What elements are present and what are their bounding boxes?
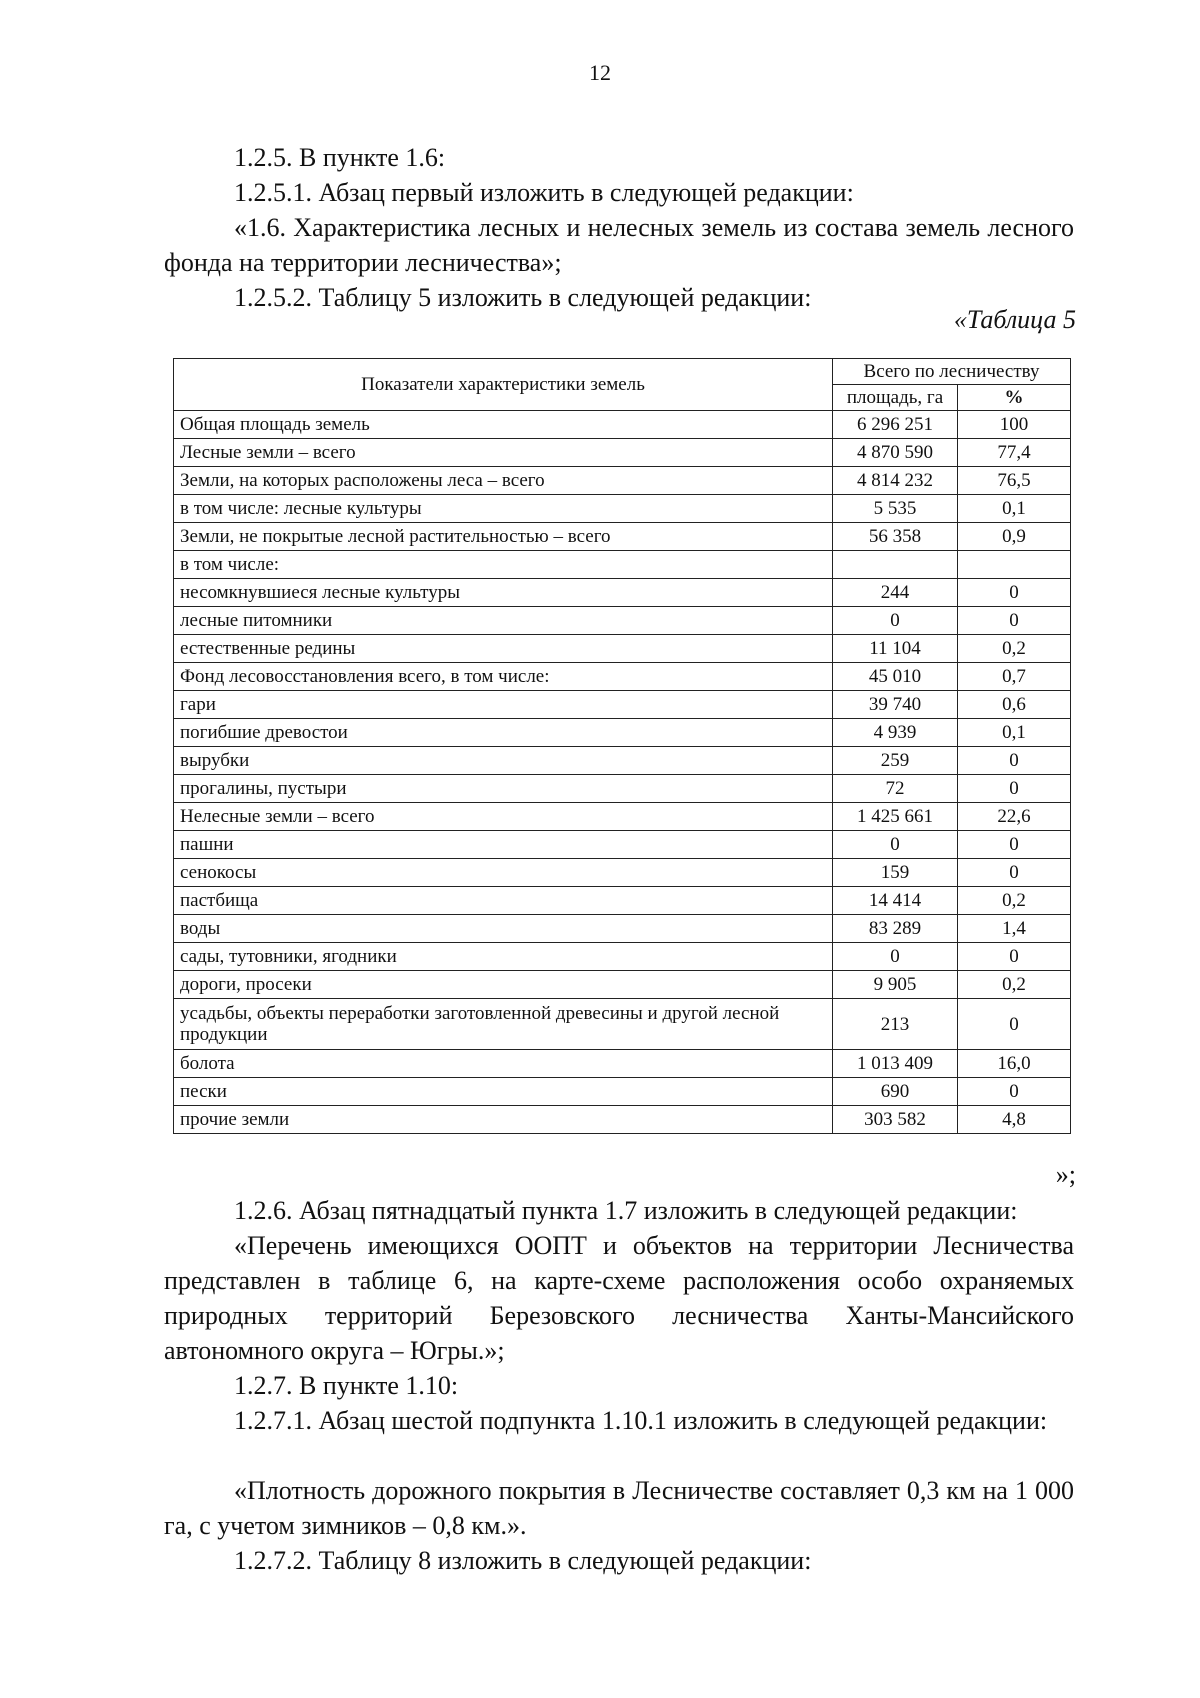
- row-pct: 1,4: [958, 915, 1071, 943]
- row-area: 4 939: [833, 719, 958, 747]
- table-row: [174, 579, 1071, 607]
- row-label: дороги, просеки: [174, 971, 833, 999]
- row-label: Лесные земли – всего: [174, 439, 833, 467]
- table-row: [174, 411, 1071, 439]
- paragraph-1-2-6: 1.2.6. Абзац пятнадцатый пункта 1.7 изложить в следующей редакции:: [234, 1196, 1018, 1225]
- row-pct: [958, 551, 1071, 579]
- row-pct: 0: [958, 831, 1071, 859]
- table-row: [174, 607, 1071, 635]
- row-pct: 0,6: [958, 691, 1071, 719]
- row-pct: 0: [958, 1078, 1071, 1106]
- row-area: 303 582: [833, 1106, 958, 1134]
- table-row: [174, 1050, 1071, 1078]
- row-label: лесные питомники: [174, 607, 833, 635]
- row-label: в том числе:: [174, 551, 833, 579]
- header-group: Всего по лесничеству: [833, 359, 1071, 385]
- table-row: [174, 831, 1071, 859]
- table-close-quote: »;: [1055, 1160, 1076, 1189]
- row-area: 45 010: [833, 663, 958, 691]
- table-row: [174, 971, 1071, 999]
- table-body: [174, 411, 1071, 1134]
- table-row: [174, 1078, 1071, 1106]
- table-5: [173, 358, 1071, 1134]
- table-row: [174, 747, 1071, 775]
- row-pct: 4,8: [958, 1106, 1071, 1134]
- table-row: [174, 691, 1071, 719]
- table-row: [174, 859, 1071, 887]
- header-area: площадь, га: [833, 385, 958, 411]
- row-pct: 77,4: [958, 439, 1071, 467]
- row-area: 83 289: [833, 915, 958, 943]
- paragraph-quote-1-6: «1.6. Характеристика лесных и нелесных земель из состава земель лесного фонда на территории лесничества»;: [164, 213, 1074, 277]
- row-pct: 16,0: [958, 1050, 1071, 1078]
- row-area: 39 740: [833, 691, 958, 719]
- table-row: [174, 999, 1071, 1050]
- row-label: вырубки: [174, 747, 833, 775]
- row-area: 56 358: [833, 523, 958, 551]
- row-area: 259: [833, 747, 958, 775]
- row-label: пески: [174, 1078, 833, 1106]
- header-pct: %: [958, 385, 1071, 411]
- row-label: воды: [174, 915, 833, 943]
- row-label: Нелесные земли – всего: [174, 803, 833, 831]
- row-area: 6 296 251: [833, 411, 958, 439]
- row-pct: 0,7: [958, 663, 1071, 691]
- row-pct: 0: [958, 607, 1071, 635]
- row-label: несомкнувшиеся лесные культуры: [174, 579, 833, 607]
- row-area: 213: [833, 999, 958, 1050]
- row-area: 159: [833, 859, 958, 887]
- table-row: [174, 635, 1071, 663]
- row-label: сады, тутовники, ягодники: [174, 943, 833, 971]
- row-label: болота: [174, 1050, 833, 1078]
- row-label: прочие земли: [174, 1106, 833, 1134]
- paragraph-1-2-5: 1.2.5. В пункте 1.6:: [234, 143, 446, 172]
- row-area: 0: [833, 607, 958, 635]
- table-row: [174, 523, 1071, 551]
- table-caption: «Таблица 5: [953, 305, 1076, 334]
- table-row: [174, 803, 1071, 831]
- row-label: Земли, на которых расположены леса – всего: [174, 467, 833, 495]
- row-label: в том числе: лесные культуры: [174, 495, 833, 523]
- table-row: [174, 551, 1071, 579]
- row-pct: 0,1: [958, 719, 1071, 747]
- table-row: [174, 775, 1071, 803]
- paragraph-1-2-7-2: 1.2.7.2. Таблицу 8 изложить в следующей редакции:: [234, 1546, 812, 1575]
- table-row: [174, 495, 1071, 523]
- row-label: усадьбы, объекты переработки заготовленной древесины и другой лесной продукции: [174, 999, 833, 1050]
- paragraph-1-2-7-1: 1.2.7.1. Абзац шестой подпункта 1.10.1 изложить в следующей редакции:: [234, 1406, 1048, 1435]
- paragraph-quote-density: «Плотность дорожного покрытия в Лесничестве составляет 0,3 км на 1 000 га, с учетом зимников – 0,8 км.».: [164, 1476, 1074, 1540]
- table-row: [174, 943, 1071, 971]
- row-area: 0: [833, 831, 958, 859]
- row-area: 11 104: [833, 635, 958, 663]
- row-area: 14 414: [833, 887, 958, 915]
- table-row: [174, 887, 1071, 915]
- table-row: [174, 719, 1071, 747]
- row-pct: 0: [958, 943, 1071, 971]
- row-pct: 0: [958, 775, 1071, 803]
- table-row: [174, 915, 1071, 943]
- row-label: гари: [174, 691, 833, 719]
- paragraph-1-2-7: 1.2.7. В пункте 1.10:: [234, 1371, 459, 1400]
- row-area: 5 535: [833, 495, 958, 523]
- row-pct: 100: [958, 411, 1071, 439]
- row-pct: 0: [958, 579, 1071, 607]
- row-pct: 0,1: [958, 495, 1071, 523]
- row-label: Земли, не покрытые лесной растительностью – всего: [174, 523, 833, 551]
- row-area: 1 425 661: [833, 803, 958, 831]
- row-pct: 0: [958, 859, 1071, 887]
- row-area: 9 905: [833, 971, 958, 999]
- row-pct: 0: [958, 747, 1071, 775]
- row-pct: 0: [958, 999, 1071, 1050]
- row-area: 244: [833, 579, 958, 607]
- row-pct: 22,6: [958, 803, 1071, 831]
- row-area: 4 814 232: [833, 467, 958, 495]
- paragraph-quote-oopt: «Перечень имеющихся ООПТ и объектов на территории Лесничества представлен в таблице 6, на карте-схеме расположения особо охраняемых природных территорий Березовского лесничества Ханты-Мансийского автономного округа – Югры.»;: [164, 1231, 1074, 1365]
- row-pct: 76,5: [958, 467, 1071, 495]
- row-label: пашни: [174, 831, 833, 859]
- row-pct: 0,9: [958, 523, 1071, 551]
- row-pct: 0,2: [958, 887, 1071, 915]
- row-label: естественные редины: [174, 635, 833, 663]
- page-number: 12: [589, 60, 611, 85]
- row-area: 0: [833, 943, 958, 971]
- row-label: сенокосы: [174, 859, 833, 887]
- header-indicator: Показатели характеристики земель: [174, 359, 833, 411]
- row-area: [833, 551, 958, 579]
- row-pct: 0,2: [958, 971, 1071, 999]
- table-row: [174, 439, 1071, 467]
- paragraph-1-2-5-2: 1.2.5.2. Таблицу 5 изложить в следующей редакции:: [234, 283, 812, 312]
- table-row: [174, 663, 1071, 691]
- row-label: пастбища: [174, 887, 833, 915]
- row-label: погибшие древостои: [174, 719, 833, 747]
- row-area: 690: [833, 1078, 958, 1106]
- row-label: Фонд лесовосстановления всего, в том числе:: [174, 663, 833, 691]
- row-area: 4 870 590: [833, 439, 958, 467]
- paragraph-1-2-5-1: 1.2.5.1. Абзац первый изложить в следующей редакции:: [234, 178, 854, 207]
- row-label: прогалины, пустыри: [174, 775, 833, 803]
- row-area: 1 013 409: [833, 1050, 958, 1078]
- table-row: [174, 467, 1071, 495]
- row-pct: 0,2: [958, 635, 1071, 663]
- row-area: 72: [833, 775, 958, 803]
- row-label: Общая площадь земель: [174, 411, 833, 439]
- table-row: [174, 1106, 1071, 1134]
